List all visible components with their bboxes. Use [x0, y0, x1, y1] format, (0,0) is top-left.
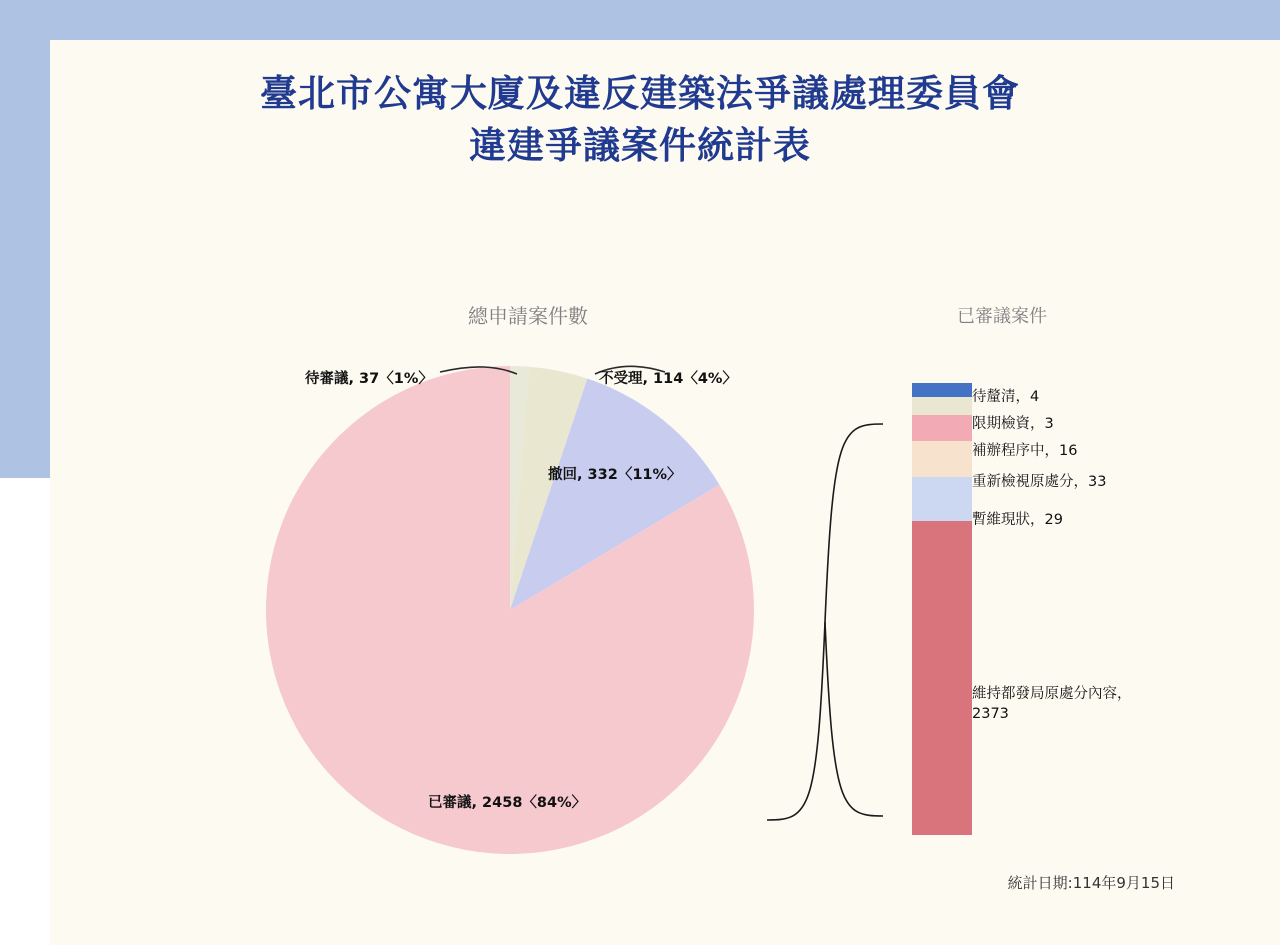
- bar-label-permit: 補辦程序中，16: [972, 443, 1078, 459]
- bar-label-status-quo: 暫維現狀，29: [972, 512, 1063, 528]
- pie-label-reviewed: 已審議, 2458〈84%〉: [428, 795, 587, 811]
- decorative-left-band: [0, 0, 50, 478]
- bar-segment-status-quo[interactable]: [912, 477, 972, 521]
- bar-segment-recheck[interactable]: [912, 441, 972, 477]
- bar-label-inspect: 限期檢資，3: [972, 416, 1054, 432]
- pie-chart-caption: 總申請案件數: [468, 304, 588, 328]
- bar-segment-permit[interactable]: [912, 415, 972, 441]
- bar-segment-clarify[interactable]: [912, 383, 972, 397]
- pie-chart-svg: [265, 365, 755, 855]
- pie-label-rejected: 不受理, 114〈4%〉: [599, 371, 737, 387]
- bar-label-recheck: 重新檢視原處分，33: [972, 474, 1107, 490]
- bar-chart-caption: 已審議案件: [957, 306, 1047, 327]
- page-title: [90, 68, 1190, 172]
- stacked-bar-chart: [912, 383, 972, 835]
- bar-segment-keep[interactable]: [912, 521, 972, 835]
- pie-label-pending: 待審議, 37〈1%〉: [305, 371, 433, 387]
- page-title-line1: 臺北市公寓大廈及違反建築法爭議處理委員會: [260, 72, 1020, 115]
- page-title-line2: 違建爭議案件統計表: [469, 124, 811, 167]
- statistics-date: 統計日期:114年9月15日: [1007, 874, 1175, 892]
- bar-label-clarify: 待釐清，4: [972, 389, 1040, 405]
- decorative-top-band: [0, 0, 1280, 40]
- bar-label-keep: 維持都發局原處分內容，2373: [972, 686, 1132, 722]
- pie-chart: [265, 365, 755, 855]
- pie-label-withdrawn: 撤回, 332〈11%〉: [548, 467, 682, 483]
- bar-segment-inspect[interactable]: [912, 397, 972, 415]
